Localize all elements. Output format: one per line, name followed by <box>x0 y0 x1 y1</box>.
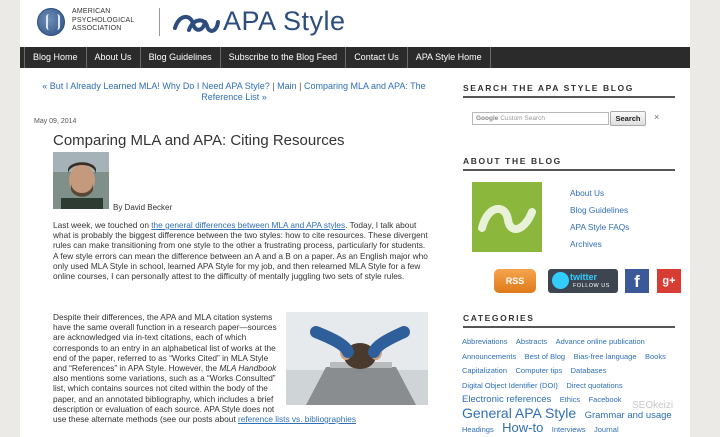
category-link[interactable]: Announcements <box>462 351 517 361</box>
post-nav-separator: | <box>269 81 278 91</box>
org-name-line: ASSOCIATION <box>72 25 122 33</box>
category-link[interactable]: Abstracts <box>515 337 548 346</box>
category-link[interactable]: Abbreviations <box>462 337 508 346</box>
nav-item-blog-home[interactable]: Blog Home <box>24 47 87 68</box>
main-link[interactable]: Main <box>277 81 297 91</box>
paragraph-text: . Today, I talk about what is probably the biggest difference between the two styles: how to cite resources. These divergent rules can make transitioning from one style to the other a frustrating process, particularly for students. A few style errors can mean the difference between an A and a B on a paper. As an English major who only used MLA Style in school, learned APA Style for my job, and then relearned MLA Style for a few online courses, I can personally attest to the difficulty of mentally juggling two sets of style rules. <box>53 220 428 282</box>
category-link[interactable]: Ethics <box>559 395 581 404</box>
nav-item-blog-guidelines[interactable]: Blog Guidelines <box>141 47 221 68</box>
facebook-icon[interactable]: f <box>625 269 649 293</box>
page <box>20 0 690 437</box>
nav-item-subscribe[interactable]: Subscribe to the Blog Feed <box>221 47 347 68</box>
post-date: May 09, 2014 <box>34 118 77 125</box>
categories-heading: CATEGORIES <box>463 313 675 328</box>
frustrated-student-image <box>286 312 428 405</box>
category-link[interactable]: Advance online publication <box>555 337 645 346</box>
category-link[interactable]: Interviews <box>551 425 586 434</box>
search-placeholder: Custom Search <box>500 115 545 122</box>
sidebar <box>460 68 680 437</box>
author-byline: By David Becker <box>113 203 173 212</box>
mla-handbook-title: MLA Handbook <box>219 363 277 374</box>
post-paragraph-1 <box>53 220 428 281</box>
header-divider <box>159 8 160 36</box>
apa-seal-icon[interactable] <box>37 8 65 36</box>
apa-style-faqs-link[interactable]: APA Style FAQs <box>570 222 630 232</box>
search-input[interactable] <box>472 112 609 125</box>
paragraph-text: Last week, we touched on <box>53 220 152 230</box>
rss-icon[interactable]: RSS <box>494 269 536 293</box>
apa-style-logo-icon <box>472 182 542 252</box>
watermark: SEOkeizi <box>632 400 674 411</box>
category-link[interactable]: Digital Object Identifier (DOI) <box>462 380 558 390</box>
main-nav <box>20 47 690 68</box>
category-link[interactable]: Facebook <box>588 395 622 404</box>
org-name-line: PSYCHOLOGICAL <box>72 16 135 24</box>
about-us-link[interactable]: About Us <box>570 188 605 198</box>
archives-link[interactable]: Archives <box>570 239 602 249</box>
category-link[interactable]: Computer tips <box>515 366 563 375</box>
category-link[interactable]: Direct quotations <box>566 380 623 390</box>
author-photo <box>53 152 109 209</box>
previous-post-link[interactable]: « But I Already Learned MLA! Why Do I Need APA Style? <box>42 81 270 91</box>
follow-us-label: FOLLOW US <box>573 283 610 289</box>
category-link[interactable]: How-to <box>502 420 544 435</box>
google-plus-icon[interactable]: g+ <box>657 269 681 293</box>
clear-search-icon[interactable]: × <box>654 112 660 122</box>
category-link[interactable]: Books <box>644 351 666 361</box>
nav-item-about-us[interactable]: About Us <box>87 47 141 68</box>
category-link[interactable]: General APA Style <box>462 404 577 421</box>
org-name-line: AMERICAN <box>72 8 111 15</box>
category-link[interactable]: Best of Blog <box>524 351 566 361</box>
category-link[interactable]: Grammar and usage <box>584 409 672 421</box>
category-cloud <box>462 334 680 437</box>
nav-item-contact-us[interactable]: Contact Us <box>346 47 408 68</box>
twitter-bird-icon <box>552 272 569 289</box>
blog-guidelines-link[interactable]: Blog Guidelines <box>570 205 629 215</box>
apa-org-name[interactable] <box>72 8 135 34</box>
category-link[interactable]: Journal <box>594 425 619 434</box>
post-nav-separator: | <box>296 81 304 91</box>
mla-apa-differences-link[interactable]: the general differences between MLA and APA styles <box>151 220 346 230</box>
paragraph-text: Despite their differences, the APA and MLA citation systems have the same overall function in a research paper—sources are acknowledged via in-text citations, each of which corresponds to an entry in an alphabetical list of works at the end of the paper, referred to as “Works Cited” in MLA Style and “References” in APA Style. However, the <box>53 312 277 374</box>
category-link[interactable]: Bias-free language <box>573 351 637 361</box>
post-navigation <box>34 81 434 103</box>
search-heading: SEARCH THE APA STYLE BLOG <box>463 83 675 98</box>
about-links <box>570 188 629 256</box>
nav-item-apa-style-home[interactable]: APA Style Home <box>408 47 491 68</box>
paragraph-text: also mentions some variations, such as a “Works Consulted” list, which contains sources not cited within the body of the paper, and an annotated bibliography, which includes a brief description or evaluation of each source. APA Style does not use these alternate methods (see our posts about <box>53 373 276 425</box>
reference-lists-link[interactable]: reference lists vs. bibliographies <box>237 414 357 425</box>
post-paragraph-2 <box>53 312 428 424</box>
twitter-wordmark: twitter <box>570 272 597 282</box>
main-content <box>20 68 440 437</box>
category-link[interactable]: Databases <box>570 366 607 375</box>
twitter-follow-icon[interactable] <box>548 269 618 293</box>
next-post-link[interactable]: Comparing MLA and APA: The Reference List » <box>201 81 426 102</box>
site-header <box>20 0 690 47</box>
category-link[interactable]: Headings <box>462 425 494 434</box>
google-brand: Google <box>476 115 499 122</box>
site-title[interactable]: APA Style <box>223 6 346 36</box>
post-title: Comparing MLA and APA: Citing Resources <box>53 132 345 149</box>
apa-style-wave-icon[interactable] <box>171 8 221 38</box>
search-button[interactable]: Search <box>610 111 646 126</box>
about-heading: ABOUT THE BLOG <box>463 156 675 171</box>
category-link[interactable]: Electronic references <box>462 394 552 405</box>
category-link[interactable]: Capitalization <box>462 366 508 375</box>
